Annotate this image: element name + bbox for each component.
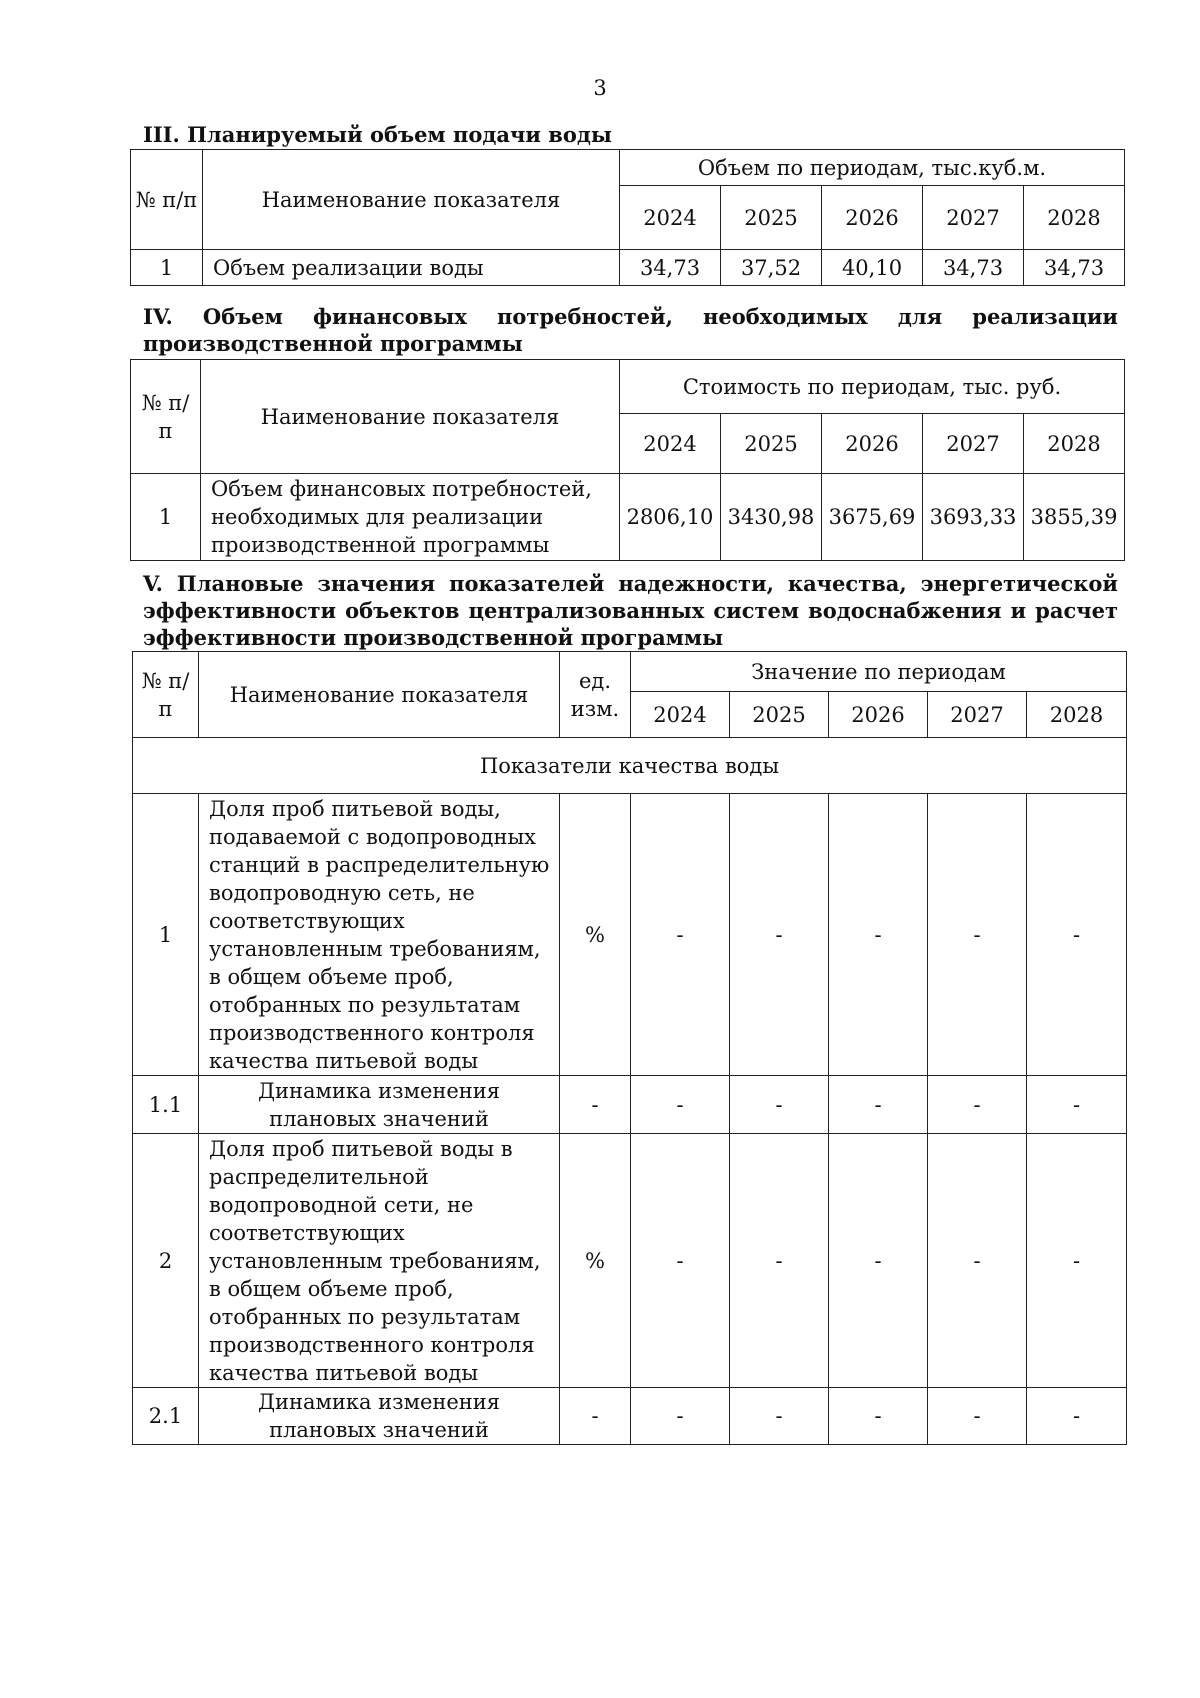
year-header: 2024 bbox=[631, 692, 730, 738]
row-num: 1 bbox=[133, 794, 199, 1076]
col-num-header: № п/п bbox=[131, 360, 201, 474]
year-header: 2026 bbox=[822, 186, 923, 250]
table-row bbox=[133, 1076, 1127, 1134]
year-header: 2024 bbox=[620, 186, 721, 250]
row-value: - bbox=[1027, 1388, 1127, 1445]
col-name-header: Наименование показателя bbox=[203, 150, 620, 250]
row-value: 2806,10 bbox=[620, 474, 721, 561]
row-value: - bbox=[928, 1134, 1027, 1388]
water-supply-table bbox=[130, 149, 1125, 286]
year-header: 2027 bbox=[923, 414, 1024, 474]
year-header: 2025 bbox=[721, 186, 822, 250]
row-num: 1 bbox=[131, 474, 201, 561]
row-value: 3675,69 bbox=[822, 474, 923, 561]
year-header: 2028 bbox=[1024, 186, 1125, 250]
year-header: 2027 bbox=[923, 186, 1024, 250]
row-value: - bbox=[730, 794, 829, 1076]
row-value: - bbox=[928, 794, 1027, 1076]
row-value: - bbox=[1027, 1076, 1127, 1134]
row-value: - bbox=[631, 1076, 730, 1134]
table-row bbox=[131, 250, 1125, 286]
financial-needs-table bbox=[130, 359, 1125, 561]
row-value: - bbox=[631, 1388, 730, 1445]
row-name: Динамика изменения плановых значений bbox=[199, 1388, 560, 1445]
col-num-header: № п/п bbox=[131, 150, 203, 250]
row-value: - bbox=[730, 1076, 829, 1134]
year-header: 2025 bbox=[721, 414, 822, 474]
section-4-title: IV. Объем финансовых потребностей, необходимых для реализации производственной программы bbox=[143, 304, 1118, 356]
col-num-header: № п/п bbox=[133, 652, 199, 738]
section-5-title: V. Плановые значения показателей надежности, качества, энергетической эффективности объектов централизованных систем водоснабжения и расчет эффективности производственной программы bbox=[143, 571, 1118, 650]
col-period-header: Значение по периодам bbox=[631, 652, 1127, 692]
row-unit: - bbox=[560, 1076, 631, 1134]
col-name-header: Наименование показателя bbox=[199, 652, 560, 738]
table-row bbox=[131, 474, 1125, 561]
col-period-header: Стоимость по периодам, тыс. руб. bbox=[620, 360, 1125, 414]
page-number: 3 bbox=[593, 76, 607, 100]
year-header: 2024 bbox=[620, 414, 721, 474]
row-value: - bbox=[829, 1388, 928, 1445]
year-header: 2027 bbox=[928, 692, 1027, 738]
table-row bbox=[133, 794, 1127, 1076]
row-value: 3693,33 bbox=[923, 474, 1024, 561]
row-num: 1 bbox=[131, 250, 203, 286]
row-value: - bbox=[829, 794, 928, 1076]
group-title: Показатели качества воды bbox=[133, 738, 1127, 794]
col-name-header: Наименование показателя bbox=[201, 360, 620, 474]
row-value: - bbox=[631, 1134, 730, 1388]
row-name: Динамика изменения плановых значений bbox=[199, 1076, 560, 1134]
row-unit: % bbox=[560, 1134, 631, 1388]
row-value: 40,10 bbox=[822, 250, 923, 286]
row-unit: - bbox=[560, 1388, 631, 1445]
row-value: - bbox=[1027, 1134, 1127, 1388]
year-header: 2026 bbox=[829, 692, 928, 738]
row-num: 2 bbox=[133, 1134, 199, 1388]
row-value: - bbox=[631, 794, 730, 1076]
table-row bbox=[133, 1388, 1127, 1445]
row-value: 34,73 bbox=[1024, 250, 1125, 286]
row-value: - bbox=[829, 1134, 928, 1388]
row-unit: % bbox=[560, 794, 631, 1076]
row-value: - bbox=[1027, 794, 1127, 1076]
row-name: Доля проб питьевой воды, подаваемой с водопроводных станций в распределительную водопроводную сеть, не соответствующих установленным требованиям, в общем объеме проб, отобранных по результатам производственного контроля качества питьевой воды bbox=[199, 794, 560, 1076]
row-value: 3430,98 bbox=[721, 474, 822, 561]
table-row bbox=[133, 1134, 1127, 1388]
row-num: 2.1 bbox=[133, 1388, 199, 1445]
col-unit-header: ед. изм. bbox=[560, 652, 631, 738]
row-name: Доля проб питьевой воды в распределительной водопроводной сети, не соответствующих установленным требованиям, в общем объеме проб, отобранных по результатам производственного контроля качества питьевой воды bbox=[199, 1134, 560, 1388]
quality-indicators-table bbox=[132, 651, 1127, 1445]
row-value: - bbox=[928, 1388, 1027, 1445]
row-name: Объем реализации воды bbox=[203, 250, 620, 286]
row-value: 34,73 bbox=[923, 250, 1024, 286]
year-header: 2026 bbox=[822, 414, 923, 474]
row-name: Объем финансовых потребностей, необходимых для реализации производственной программы bbox=[201, 474, 620, 561]
row-value: 3855,39 bbox=[1024, 474, 1125, 561]
year-header: 2028 bbox=[1027, 692, 1127, 738]
row-value: - bbox=[730, 1388, 829, 1445]
year-header: 2028 bbox=[1024, 414, 1125, 474]
row-value: - bbox=[928, 1076, 1027, 1134]
col-period-header: Объем по периодам, тыс.куб.м. bbox=[620, 150, 1125, 186]
row-value: 37,52 bbox=[721, 250, 822, 286]
row-num: 1.1 bbox=[133, 1076, 199, 1134]
section-3-title: III. Планируемый объем подачи воды bbox=[143, 122, 612, 147]
row-value: - bbox=[730, 1134, 829, 1388]
row-value: 34,73 bbox=[620, 250, 721, 286]
year-header: 2025 bbox=[730, 692, 829, 738]
row-value: - bbox=[829, 1076, 928, 1134]
